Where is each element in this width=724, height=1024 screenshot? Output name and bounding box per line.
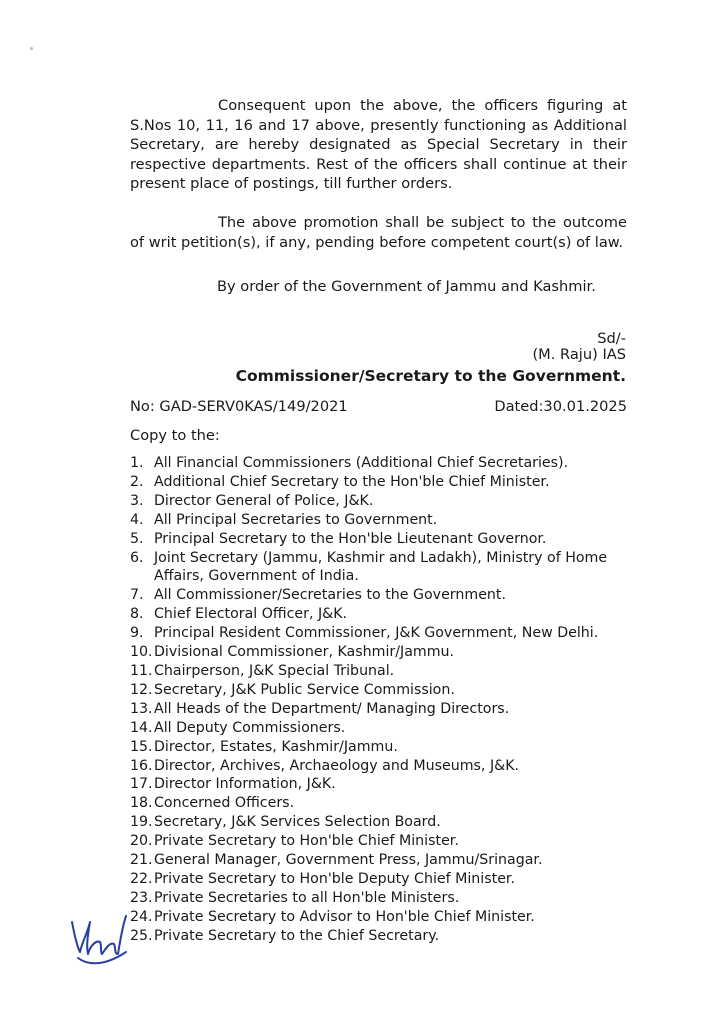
paragraph-consequent: Consequent upon the above, the officers figuring at S.Nos 10, 11, 16 and 17 above, presently functioning as Additional Secretary, are hereby designated as Special Secretary in their respective departments. Rest of the officers shall continue at their present place of postings, till further orders. [130, 97, 627, 192]
copy-list-text: All Deputy Commissioners. [154, 719, 346, 736]
copy-list-text: Joint Secretary (Jammu, Kashmir and Ladakh), Ministry of Home Affairs, Government of India. [154, 549, 608, 585]
copy-list-item [130, 624, 630, 643]
copy-to-list [130, 454, 630, 946]
copy-list-item [130, 643, 630, 662]
copy-list-number: 22. [130, 870, 153, 887]
copy-list-text: Director, Estates, Kashmir/Jammu. [154, 738, 398, 755]
copy-list-number: 5. [130, 530, 144, 547]
copy-list-item [130, 700, 630, 719]
copy-list-item [130, 832, 630, 851]
copy-list-item [130, 662, 630, 681]
copy-list-item [130, 681, 630, 700]
copy-list-item [130, 530, 630, 549]
copy-list-number: 20. [130, 833, 153, 850]
copy-list-item [130, 813, 630, 832]
copy-list-text: General Manager, Government Press, Jammu/Srinagar. [154, 852, 543, 869]
copy-list-number: 2. [130, 473, 144, 490]
copy-list-text: Director Information, J&K. [154, 776, 336, 793]
copy-list-item [130, 549, 630, 587]
copy-list-number: 8. [130, 606, 144, 623]
copy-list-item [130, 511, 630, 530]
scan-speck [30, 47, 33, 50]
copy-list-item [130, 492, 630, 511]
copy-list-text: Private Secretary to the Chief Secretary. [154, 927, 440, 944]
copy-list-number: 7. [130, 587, 144, 604]
copy-list-item [130, 794, 630, 813]
copy-list-number: 11. [130, 662, 153, 679]
handwritten-initials [66, 902, 136, 972]
copy-list-number: 10. [130, 644, 153, 661]
copy-list-number: 6. [130, 549, 144, 566]
copy-list-number: 9. [130, 625, 144, 642]
copy-list-number: 17. [130, 776, 153, 793]
copy-list-text: Divisional Commissioner, Kashmir/Jammu. [154, 644, 455, 661]
copy-list-item [130, 454, 630, 473]
copy-list-text: All Commissioner/Secretaries to the Government. [154, 587, 506, 604]
copy-list-item [130, 473, 630, 492]
copy-list-text: Chief Electoral Officer, J&K. [154, 606, 348, 623]
copy-list-number: 3. [130, 492, 144, 509]
signer-name: (M. Raju) IAS [532, 346, 626, 363]
copy-list-item [130, 757, 630, 776]
copy-to-label: Copy to the: [130, 427, 220, 444]
copy-list-item [130, 719, 630, 738]
copy-list-number: 16. [130, 757, 153, 774]
paragraph-promotion-subject: The above promotion shall be subject to the outcome of writ petition(s), if any, pending before competent court(s) of law. [130, 214, 627, 251]
copy-list-number: 25. [130, 927, 153, 944]
copy-list-item [130, 605, 630, 624]
copy-list-text: Private Secretary to Hon'ble Chief Minister. [154, 833, 459, 850]
reference-date: Dated:30.01.2025 [494, 398, 627, 415]
copy-list-text: Secretary, J&K Services Selection Board. [154, 814, 441, 831]
copy-list-text: Principal Secretary to the Hon'ble Lieutenant Governor. [154, 530, 547, 547]
sd-mark: Sd/- [597, 330, 626, 347]
copy-list-text: Additional Chief Secretary to the Hon'ble Chief Minister. [154, 473, 550, 490]
copy-list-text: Principal Resident Commissioner, J&K Government, New Delhi. [154, 625, 599, 642]
copy-list-item [130, 870, 630, 889]
copy-list-text: All Heads of the Department/ Managing Directors. [154, 700, 510, 717]
copy-list-number: 23. [130, 889, 153, 906]
copy-list-text: Concerned Officers. [154, 795, 295, 812]
copy-list-item [130, 889, 630, 908]
copy-list-text: Private Secretaries to all Hon'ble Ministers. [154, 889, 460, 906]
copy-list-text: Private Secretary to Advisor to Hon'ble Chief Minister. [154, 908, 535, 925]
copy-list-item [130, 927, 630, 946]
reference-number: No: GAD-SERV0KAS/149/2021 [130, 398, 348, 415]
copy-list-number: 24. [130, 908, 153, 925]
copy-list-number: 21. [130, 852, 153, 869]
copy-list-item [130, 586, 630, 605]
copy-list-item [130, 851, 630, 870]
paragraph-by-order: By order of the Government of Jammu and Kashmir. [217, 278, 596, 295]
signer-designation: Commissioner/Secretary to the Government. [235, 367, 626, 385]
copy-list-number: 19. [130, 814, 153, 831]
copy-list-number: 12. [130, 681, 153, 698]
copy-list-number: 4. [130, 511, 144, 528]
copy-list-text: Private Secretary to Hon'ble Deputy Chief Minister. [154, 870, 515, 887]
copy-list-number: 13. [130, 700, 153, 717]
copy-list-text: Director, Archives, Archaeology and Museums, J&K. [154, 757, 520, 774]
copy-list-number: 18. [130, 795, 153, 812]
copy-list-item [130, 738, 630, 757]
copy-list-text: All Financial Commissioners (Additional Chief Secretaries). [154, 455, 569, 471]
copy-list-number: 14. [130, 719, 153, 736]
copy-list-number: 15. [130, 738, 153, 755]
copy-list-text: Director General of Police, J&K. [154, 492, 374, 509]
copy-list-text: Chairperson, J&K Special Tribunal. [154, 662, 395, 679]
copy-list-item [130, 775, 630, 794]
copy-list-text: Secretary, J&K Public Service Commission. [154, 681, 455, 698]
copy-list-item [130, 908, 630, 927]
copy-list-text: All Principal Secretaries to Government. [154, 511, 438, 528]
copy-list-number: 1. [130, 455, 144, 471]
